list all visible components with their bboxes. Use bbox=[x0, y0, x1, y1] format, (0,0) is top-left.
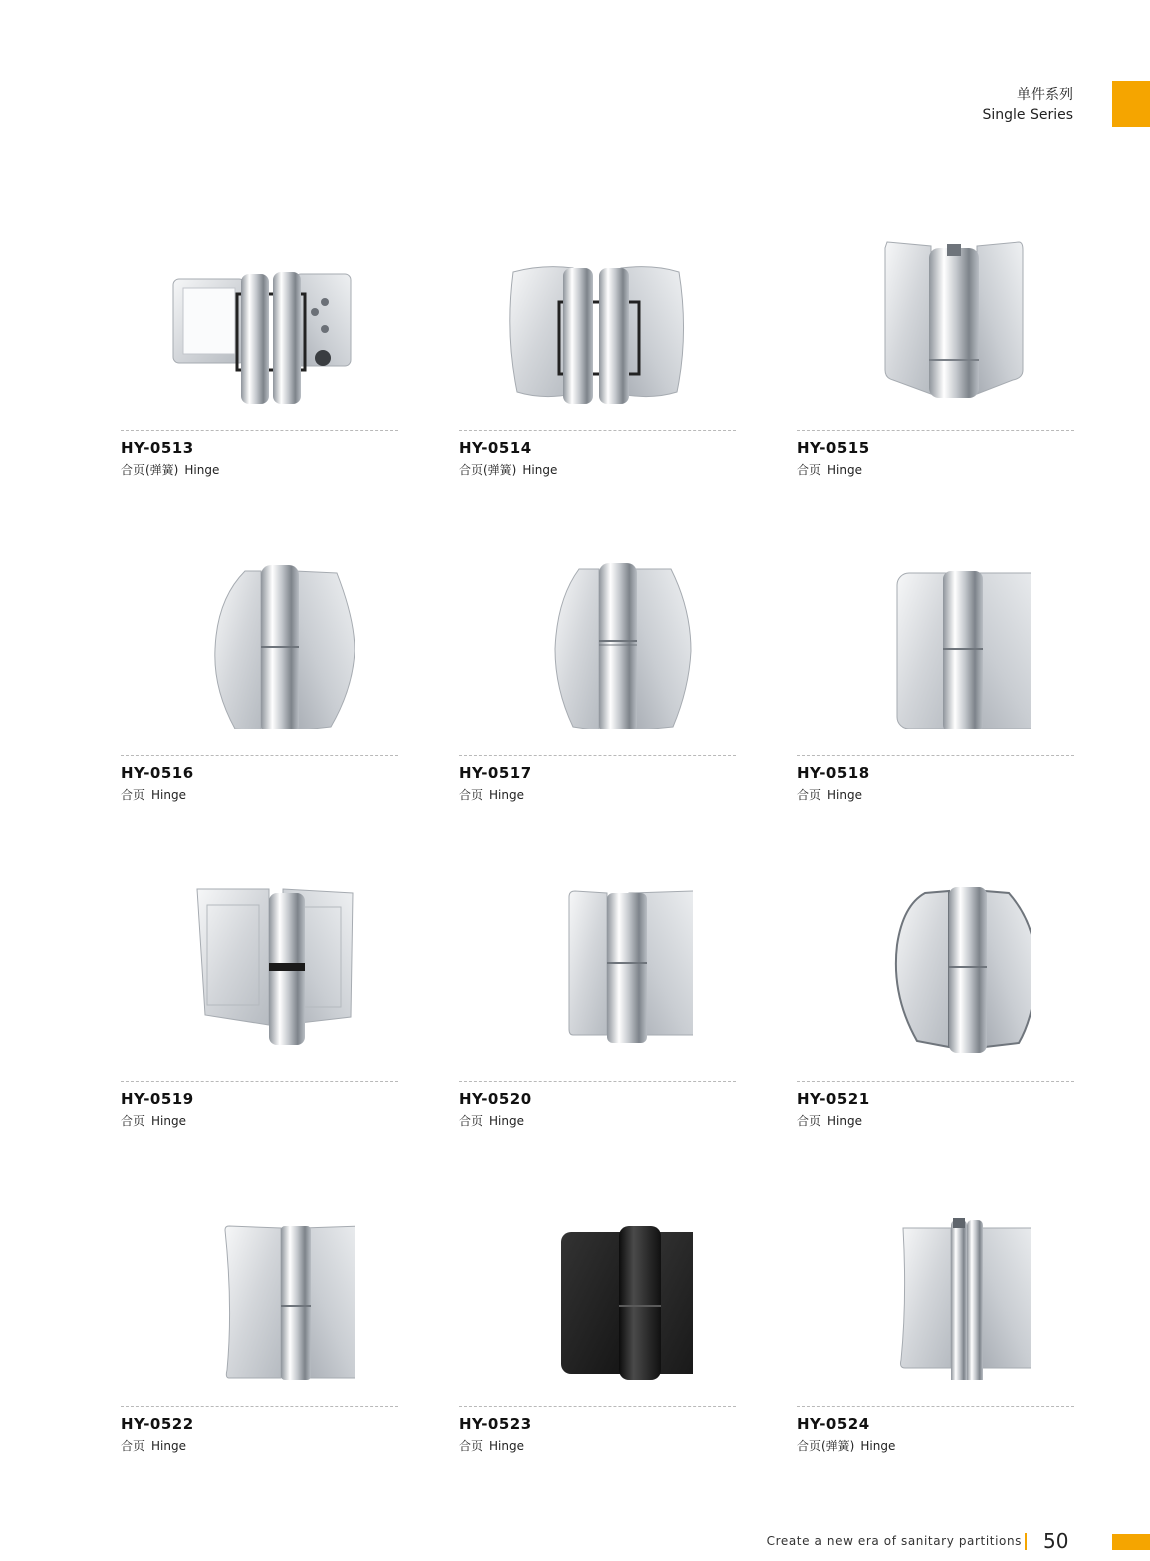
product-image-hinge-0517 bbox=[459, 549, 736, 739]
page-footer bbox=[0, 1530, 1150, 1556]
divider bbox=[121, 1406, 398, 1407]
product-code: HY-0517 bbox=[459, 764, 532, 782]
product-name bbox=[121, 1437, 398, 1454]
series-title-cn: 单件系列 bbox=[1017, 87, 1073, 103]
product-image-hinge-0521 bbox=[797, 875, 1074, 1065]
product-name-en: Hinge bbox=[184, 463, 220, 477]
product-name bbox=[459, 786, 736, 803]
product-code: HY-0519 bbox=[121, 1090, 194, 1108]
product-code: HY-0515 bbox=[797, 439, 870, 457]
product-code: HY-0518 bbox=[797, 764, 870, 782]
product-name-cn: 合页 bbox=[459, 1114, 484, 1128]
divider bbox=[797, 755, 1074, 756]
product-image-hinge-0516 bbox=[121, 549, 398, 739]
product-code: HY-0514 bbox=[459, 439, 532, 457]
product-card bbox=[797, 1200, 1074, 1454]
product-image-hinge-0519 bbox=[121, 875, 398, 1065]
divider bbox=[459, 1081, 736, 1082]
product-name-en: Hinge bbox=[827, 463, 862, 477]
product-name-cn: 合页 bbox=[797, 1114, 822, 1128]
product-image-hinge-0524 bbox=[797, 1200, 1074, 1390]
product-name-cn: 合页 bbox=[121, 1114, 146, 1128]
divider bbox=[459, 430, 736, 431]
product-name bbox=[459, 461, 736, 478]
product-name bbox=[797, 1112, 1074, 1129]
divider bbox=[459, 755, 736, 756]
product-image-hinge-0518 bbox=[797, 549, 1074, 739]
product-card bbox=[121, 549, 398, 803]
product-name bbox=[797, 461, 1074, 478]
divider bbox=[459, 1406, 736, 1407]
product-name bbox=[797, 786, 1074, 803]
product-code: HY-0516 bbox=[121, 764, 194, 782]
product-name-en: Hinge bbox=[827, 1114, 862, 1128]
product-code: HY-0524 bbox=[797, 1415, 870, 1433]
product-card bbox=[797, 549, 1074, 803]
product-name bbox=[459, 1437, 736, 1454]
product-name-cn: 合页 bbox=[459, 1439, 484, 1453]
divider bbox=[797, 430, 1074, 431]
product-name-en: Hinge bbox=[489, 1114, 524, 1128]
product-card bbox=[459, 224, 736, 478]
product-name bbox=[121, 1112, 398, 1129]
product-name bbox=[121, 786, 398, 803]
product-name-en: Hinge bbox=[489, 1439, 524, 1453]
product-image-hinge-0514 bbox=[459, 224, 736, 414]
product-name-cn: 合页(弹簧) bbox=[121, 463, 179, 477]
product-card bbox=[459, 875, 736, 1129]
product-name-en: Hinge bbox=[151, 1114, 186, 1128]
product-card bbox=[121, 224, 398, 478]
divider bbox=[797, 1406, 1074, 1407]
product-image-hinge-0523 bbox=[459, 1200, 736, 1390]
product-name-en: Hinge bbox=[827, 788, 862, 802]
product-card bbox=[459, 549, 736, 803]
product-image-hinge-0522 bbox=[121, 1200, 398, 1390]
product-name-en: Hinge bbox=[151, 788, 186, 802]
header-accent-block bbox=[1112, 81, 1150, 127]
product-name-cn: 合页 bbox=[121, 788, 146, 802]
product-image-hinge-0520 bbox=[459, 875, 736, 1065]
product-code: HY-0523 bbox=[459, 1415, 532, 1433]
page-number: 50 bbox=[1043, 1529, 1069, 1553]
footer-accent-block bbox=[1112, 1534, 1150, 1550]
product-name-cn: 合页(弹簧) bbox=[459, 463, 517, 477]
product-card bbox=[459, 1200, 736, 1454]
product-name-en: Hinge bbox=[489, 788, 524, 802]
divider bbox=[797, 1081, 1074, 1082]
product-name bbox=[459, 1112, 736, 1129]
product-name-cn: 合页 bbox=[797, 463, 822, 477]
footer-separator bbox=[1025, 1533, 1027, 1550]
footer-slogan: Create a new era of sanitary partitions bbox=[766, 1534, 1022, 1548]
product-name-en: Hinge bbox=[860, 1439, 896, 1453]
divider bbox=[121, 430, 398, 431]
product-name-en: Hinge bbox=[522, 463, 558, 477]
product-code: HY-0521 bbox=[797, 1090, 870, 1108]
divider bbox=[121, 755, 398, 756]
divider bbox=[121, 1081, 398, 1082]
product-code: HY-0513 bbox=[121, 439, 194, 457]
product-name-cn: 合页 bbox=[459, 788, 484, 802]
product-image-hinge-0515 bbox=[797, 224, 1074, 414]
product-card bbox=[121, 875, 398, 1129]
product-image-hinge-0513 bbox=[121, 224, 398, 414]
product-code: HY-0520 bbox=[459, 1090, 532, 1108]
product-name-en: Hinge bbox=[151, 1439, 186, 1453]
product-card bbox=[121, 1200, 398, 1454]
product-name-cn: 合页 bbox=[797, 788, 822, 802]
series-title-en: Single Series bbox=[982, 107, 1073, 123]
product-name bbox=[121, 461, 398, 478]
product-card bbox=[797, 224, 1074, 478]
product-card bbox=[797, 875, 1074, 1129]
series-header bbox=[982, 86, 1073, 125]
product-name-cn: 合页(弹簧) bbox=[797, 1439, 855, 1453]
product-code: HY-0522 bbox=[121, 1415, 194, 1433]
product-name-cn: 合页 bbox=[121, 1439, 146, 1453]
product-name bbox=[797, 1437, 1074, 1454]
